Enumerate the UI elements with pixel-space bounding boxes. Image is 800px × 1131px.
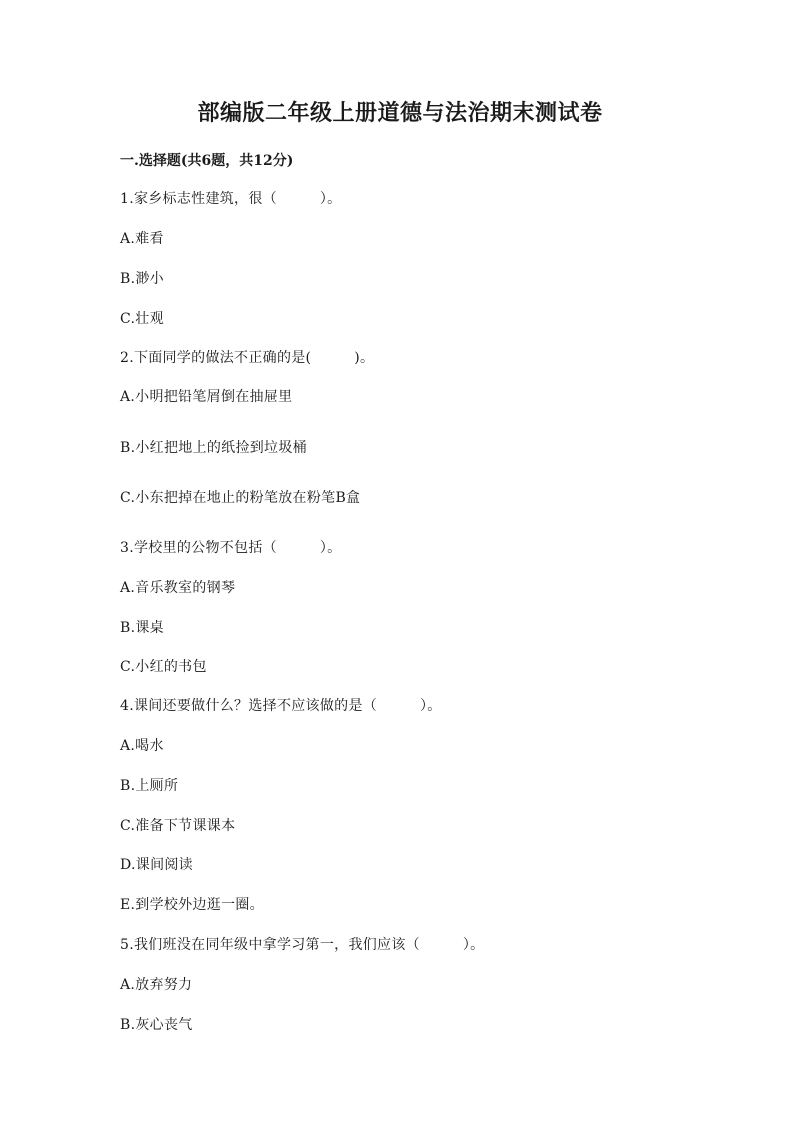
question-3-option-b: B.课桌 [120, 620, 164, 636]
question-4-option-c: C.准备下节课课本 [120, 818, 236, 834]
question-1-stem: 1.家乡标志性建筑，很（ ）。 [120, 191, 342, 207]
question-4-option-d: D.课间阅读 [120, 857, 193, 873]
page-title: 部编版二年级上册道德与法治期末测试卷 [197, 100, 603, 126]
question-2-stem: 2.下面同学的做法不正确的是( )。 [120, 350, 375, 366]
question-1-option-c: C.壮观 [120, 311, 164, 327]
question-1-option-a: A.难看 [120, 231, 164, 247]
question-3-stem: 3.学校里的公物不包括（ ）。 [120, 540, 342, 556]
question-5-option-b: B.灰心丧气 [120, 1017, 193, 1033]
question-4-option-a: A.喝水 [120, 738, 164, 754]
question-5-option-a: A.放弃努力 [120, 977, 193, 993]
question-3-option-a: A.音乐教室的钢琴 [120, 580, 236, 596]
question-5-stem: 5.我们班没在同年级中拿学习第一，我们应该（ ）。 [120, 937, 485, 953]
question-4-stem: 4.课间还要做什么？选择不应该做的是（ ）。 [120, 698, 442, 714]
question-4-option-b: B.上厕所 [120, 778, 179, 794]
question-2-option-a: A.小明把铅笔屑倒在抽屉里 [120, 389, 293, 405]
question-1-option-b: B.渺小 [120, 271, 164, 287]
question-4-option-e: E.到学校外边逛一圈。 [120, 897, 264, 913]
question-2-option-b: B.小红把地上的纸捡到垃圾桶 [120, 440, 307, 456]
section-heading: 一.选择题(共6题，共12分) [120, 153, 294, 169]
question-3-option-c: C.小红的书包 [120, 659, 207, 675]
question-2-option-c: C.小东把掉在地止的粉笔放在粉笔B盒 [120, 490, 361, 506]
